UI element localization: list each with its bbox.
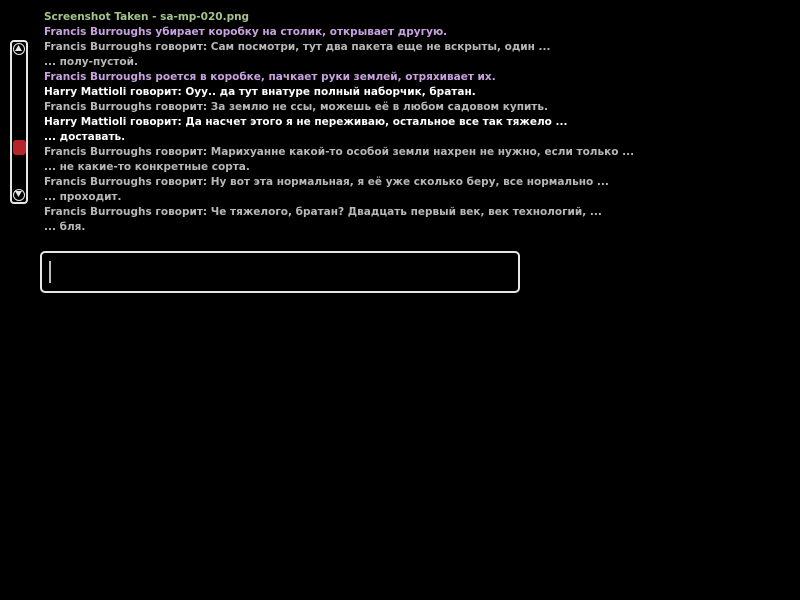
chat-line-talk_other: ... проходит.: [44, 191, 122, 203]
chat-line-talk_other: Francis Burroughs говорит: Марихуанне какой-то особой земли нахрен не нужно, если только ...: [44, 146, 635, 158]
chat-line-talk_other: ... полу-пустой.: [44, 56, 138, 68]
chat-line-talk_other: Francis Burroughs говорит: Ну вот эта нормальная, я её уже сколько беру, все нормально ...: [44, 176, 609, 188]
chat-line-talk_other: ... бля.: [44, 221, 86, 233]
chat-line-action: Francis Burroughs роется в коробке, пачкает руки землей, отряхивает их.: [44, 71, 496, 83]
chat-line-talk_other: Francis Burroughs говорит: Сам посмотри, тут два пакета еще не вскрыты, один ...: [44, 41, 551, 53]
scroll-down-arrow-icon[interactable]: [13, 189, 25, 201]
chat-scrollbar[interactable]: [10, 40, 28, 204]
chat-line-talk_self: Harry Mattioli говорит: Да насчет этого я не переживаю, остальное все так тяжело ...: [44, 116, 568, 128]
scroll-up-arrow-icon[interactable]: [13, 43, 25, 55]
chat-line-talk_other: Francis Burroughs говорит: За землю не ссы, можешь её в любом садовом купить.: [44, 101, 549, 113]
chat-line-action: Francis Burroughs убирает коробку на столик, открывает другую.: [44, 26, 448, 38]
chat-line-talk_other: Francis Burroughs говорит: Че тяжелого, братан? Двадцать первый век, век технологий, ...: [44, 206, 602, 218]
chat-input-box[interactable]: [40, 251, 520, 293]
chat-line-talk_other: ... не какие-то конкретные сорта.: [44, 161, 250, 173]
chat-line-talk_self: ... доставать.: [44, 131, 126, 143]
chat-line-system: Screenshot Taken - sa-mp-020.png: [44, 11, 250, 23]
chat-line-talk_self: Harry Mattioli говорит: Оуу.. да тут внатуре полный наборчик, братан.: [44, 86, 476, 98]
chat-log: [44, 10, 744, 235]
text-caret: [49, 261, 51, 283]
scroll-thumb[interactable]: [13, 140, 26, 155]
